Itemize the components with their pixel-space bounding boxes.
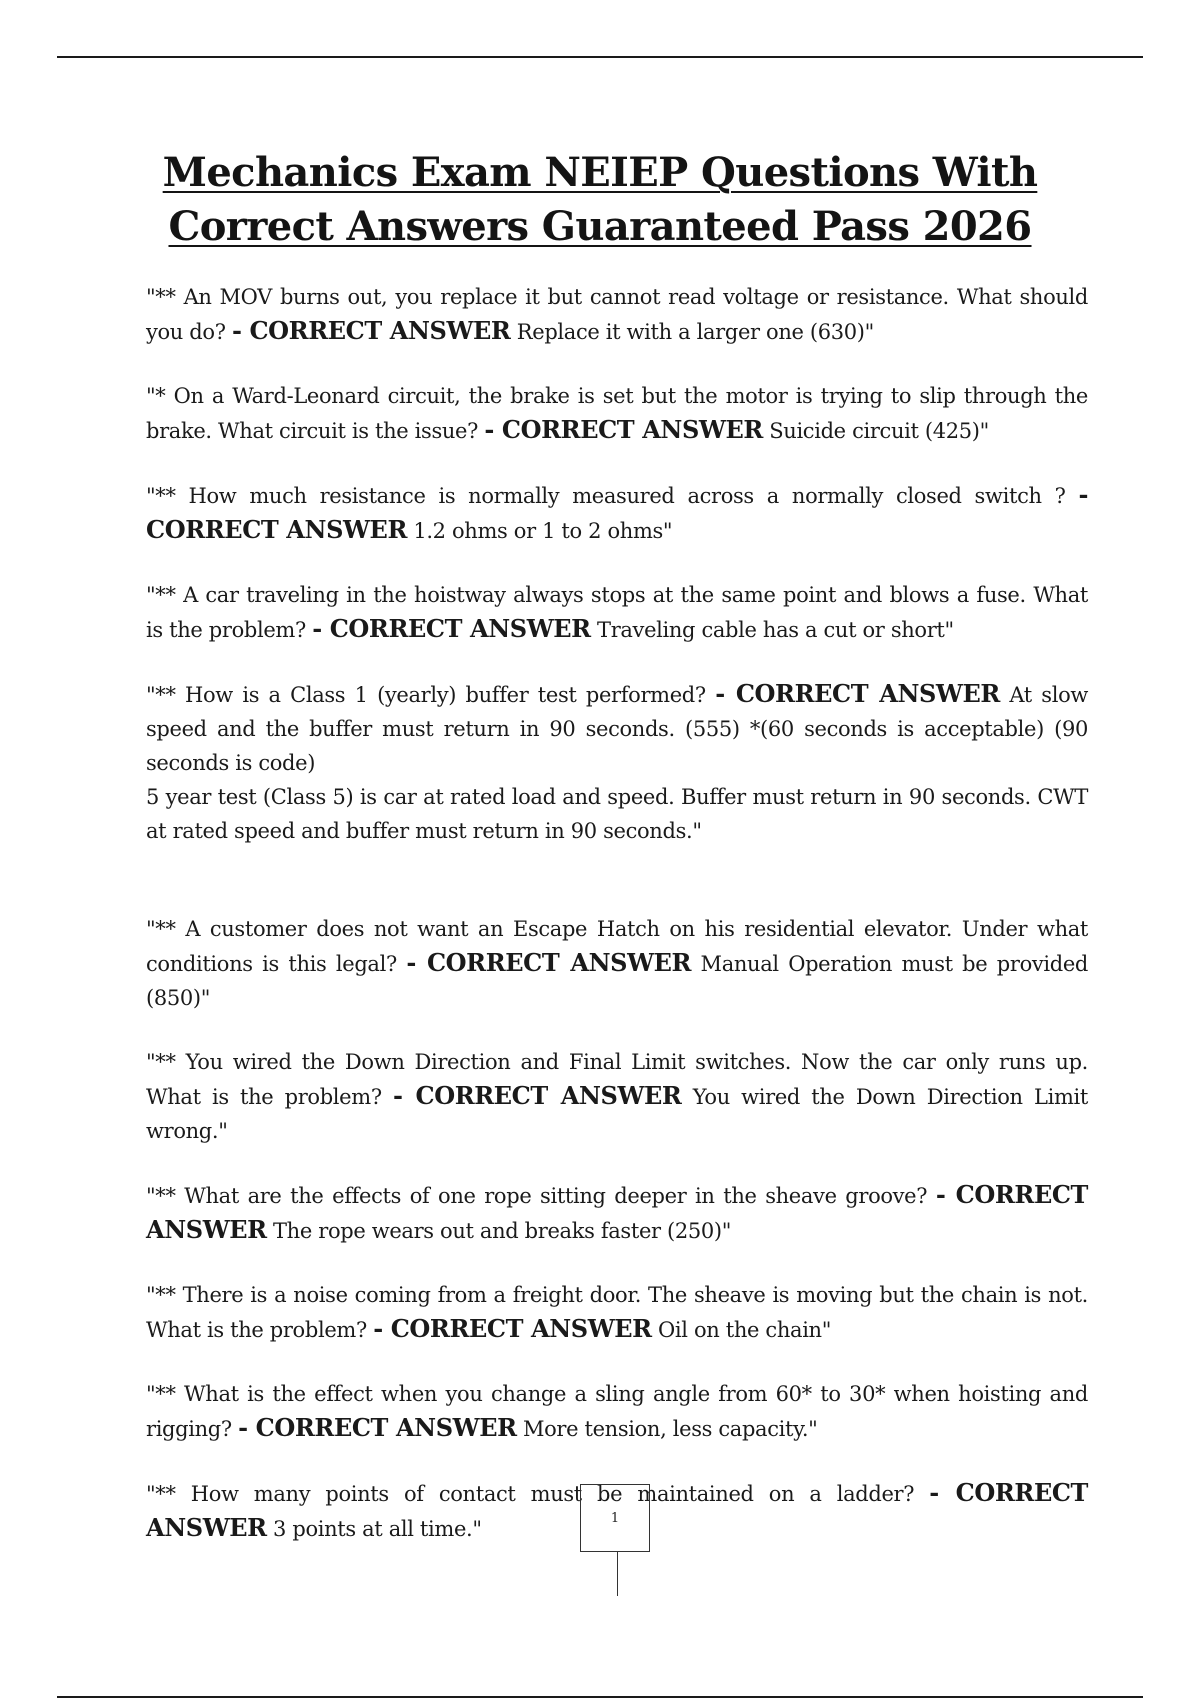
correct-answer-label: - CORRECT ANSWER [715,679,1000,708]
question-text: "* On a Ward-Leonard circuit, the brake is set but the motor is trying to slip through the brake. What circuit is the issue? [146,384,1088,443]
question-text: "** A customer does not want an Escape Hatch on his residential elevator. Under what conditions is this legal? [146,917,1088,976]
answer-text: More tension, less capacity." [522,1417,818,1441]
document-title-text: Mechanics Exam NEIEP Questions With Correct Answers Guaranteed Pass 2026 [162,149,1038,250]
correct-answer-label: - CORRECT ANSWER [484,415,763,444]
qa-item [146,677,1088,848]
qa-item [146,1178,1088,1248]
question-text: "** What is the effect when you change a sling angle from 60* to 30* when hoisting and rigging? [146,1382,1088,1441]
question-text: "** How is a Class 1 (yearly) buffer test performed? [146,683,706,707]
answer-text: At slow speed and the buffer must return in 90 seconds. (555) *(60 seconds is acceptable) (90 seconds is code) [146,683,1089,775]
page-number: 1 [610,1510,620,1526]
document-title [110,146,1090,254]
qa-item [146,578,1088,647]
correct-answer-label: - CORRECT ANSWER [231,316,511,345]
page-number-stem [617,1552,618,1596]
question-text: "** You wired the Down Direction and Final Limit switches. Now the car only runs up. What is the problem? [146,1050,1088,1109]
answer-extra-text: 5 year test (Class 5) is car at rated load and speed. Buffer must return in 90 seconds. CWT at rated speed and buffer must return in 90 seconds." [146,785,1088,843]
question-text: "** There is a noise coming from a freight door. The sheave is moving but the chain is not. What is the problem? [146,1283,1088,1342]
qa-item [146,478,1088,548]
qa-item [146,1045,1088,1148]
correct-answer-label: - CORRECT ANSWER [146,1180,1089,1244]
answer-text: Suicide circuit (425)" [769,419,989,443]
question-text: "** What are the effects of one rope sitting deeper in the sheave groove? [146,1184,928,1208]
correct-answer-label: - CORRECT ANSWER [406,948,692,977]
answer-text: The rope wears out and breaks faster (250)" [273,1219,732,1243]
question-text: "** How much resistance is normally measured across a normally closed switch ? [146,484,1066,508]
correct-answer-label: - CORRECT ANSWER [393,1081,682,1110]
answer-text: 1.2 ohms or 1 to 2 ohms" [413,519,673,543]
qa-item [146,280,1088,349]
qa-list [146,280,1088,1576]
answer-text: Traveling cable has a cut or short" [597,618,954,642]
top-rule [57,56,1143,58]
qa-item [146,912,1088,1015]
answer-text: Replace it with a larger one (630)" [516,320,874,344]
qa-item [146,1377,1088,1446]
answer-text: Oil on the chain" [658,1318,832,1342]
page-number-box [580,1484,650,1552]
answer-text: Manual Operation must be provided (850)" [146,952,1089,1010]
answer-text: You wired the Down Direction Limit wrong." [146,1085,1088,1143]
correct-answer-label: - CORRECT ANSWER [373,1314,652,1343]
qa-item [146,379,1088,448]
correct-answer-label: - CORRECT ANSWER [146,1478,1088,1542]
correct-answer-label: - CORRECT ANSWER [312,614,591,643]
question-text: "** How many points of contact must be maintained on a ladder? [146,1482,915,1506]
bottom-rule [57,1696,1143,1698]
correct-answer-label: - CORRECT ANSWER [238,1413,517,1442]
answer-text: 3 points at all time." [273,1517,482,1541]
qa-item [146,1278,1088,1347]
correct-answer-label: - CORRECT ANSWER [146,480,1088,544]
question-text: "** A car traveling in the hoistway always stops at the same point and blows a fuse. What is the problem? [146,583,1088,642]
question-text: "** An MOV burns out, you replace it but cannot read voltage or resistance. What should you do? [146,285,1088,344]
